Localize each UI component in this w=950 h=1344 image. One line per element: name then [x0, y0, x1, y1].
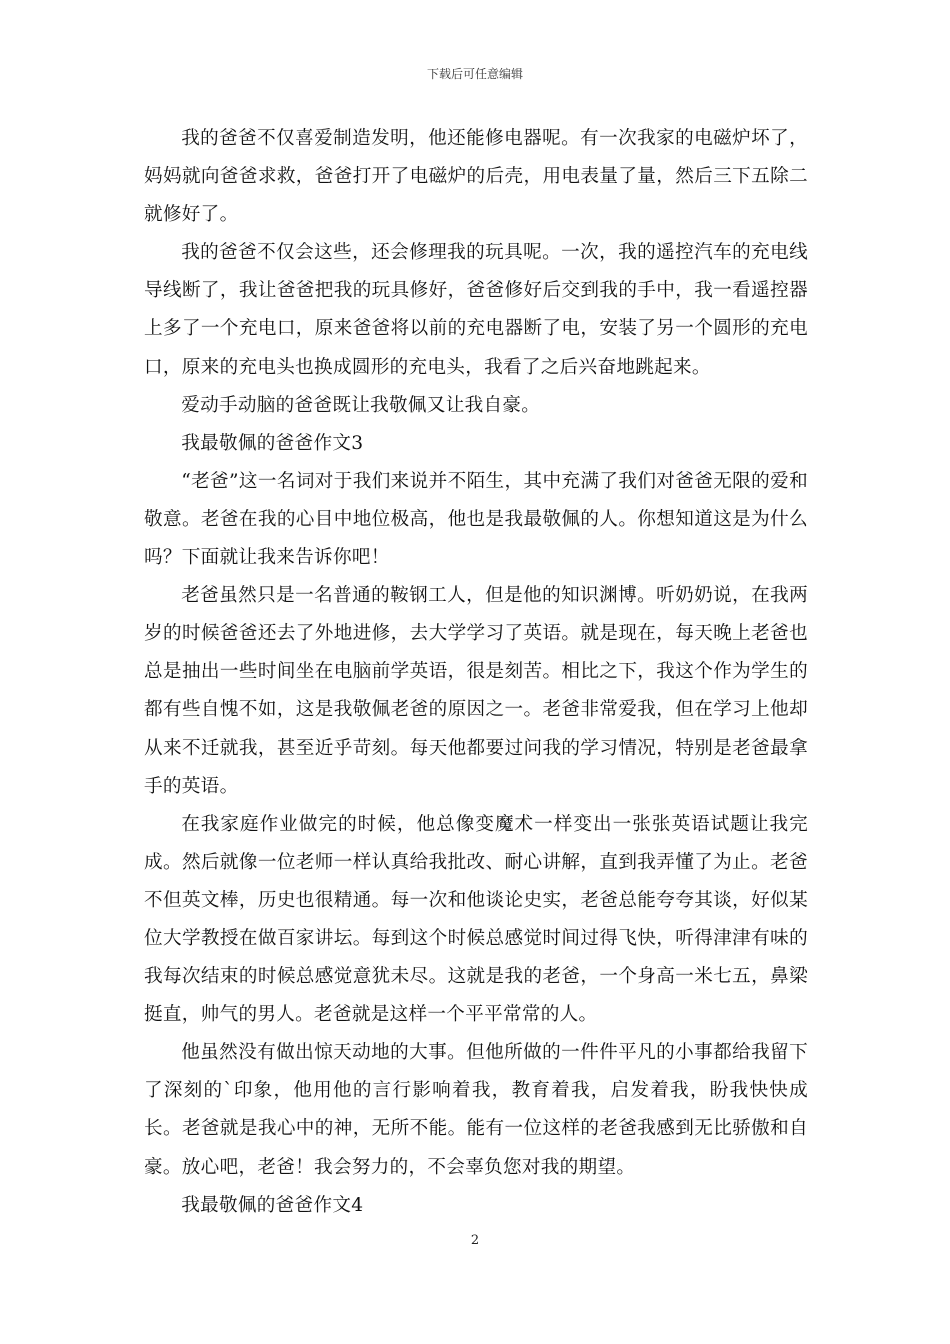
paragraph-5: 老爸虽然只是一名普通的鞍钢工人，但是他的知识渊博。听奶奶说，在我两岁的时候爸爸还去了外地进修，去大学学习了英语。就是现在，每天晚上老爸也总是抽出一些时间坐在电脑前学英语，很是刻苦。相比之下，我这个作为学生的都有些自愧不如，这是我敬佩老爸的原因之一。老爸非常爱我，但在学习上他却从来不迁就我，甚至近乎苛刻。每天他都要过问我的学习情况，特别是老爸最拿手的英语。: [144, 585, 808, 797]
essay-title-4: 我最敬佩的爸爸作文4: [181, 1194, 364, 1216]
paragraph-1: 我的爸爸不仅喜爱制造发明，他还能修电器呢。有一次我家的电磁炉坏了，妈妈就向爸爸求救，爸爸打开了电磁炉的后壳，用电表量了量，然后三下五除二就修好了。: [144, 128, 808, 226]
page-header-note: 下载后可任意编辑: [426, 67, 523, 81]
paragraph-2: 我的爸爸不仅会这些，还会修理我的玩具呢。一次，我的遥控汽车的充电线导线断了，我让爸爸把我的玩具修好，爸爸修好后交到我的手中，我一看遥控器上多了一个充电口，原来爸爸将以前的充电器断了电，安装了另一个圆形的充电口，原来的充电头也换成圆形的充电头，我看了之后兴奋地跳起来。: [144, 242, 808, 378]
document-body: [144, 120, 808, 1225]
page-number: 2: [470, 1233, 480, 1248]
paragraph-6: 在我家庭作业做完的时候，他总像变魔术一样变出一张张英语试题让我完成。然后就像一位老师一样认真给我批改、耐心讲解，直到我弄懂了为止。老爸不但英文棒，历史也很精通。每一次和他谈论史实，老爸总能夸夸其谈，好似某位大学教授在做百家讲坛。每到这个时候总感觉时间过得飞快，听得津津有味的我每次结束的时候总感觉意犹未尽。这就是我的老爸，一个身高一米七五，鼻梁挺直，帅气的男人。老爸就是这样一个平平常常的人。: [144, 813, 808, 1026]
paragraph-3: 爱动手动脑的爸爸既让我敬佩又让我自豪。: [181, 394, 541, 416]
paragraph-4: “老爸”这一名词对于我们来说并不陌生，其中充满了我们对爸爸无限的爱和敬意。老爸在我的心目中地位极高，他也是我最敬佩的人。你想知道这是为什么吗？下面就让我来告诉你吧！: [144, 470, 808, 569]
paragraph-7: 他虽然没有做出惊天动地的大事。但他所做的一件件平凡的小事都给我留下了深刻的`印象，他用他的言行影响着我，教育着我，启发着我，盼我快快成长。老爸就是我心中的神，无所不能。能有一位这样的老爸我感到无比骄傲和自豪。放心吧，老爸！我会努力的，不会辜负您对我的期望。: [144, 1042, 808, 1178]
essay-title-3: 我最敬佩的爸爸作文3: [181, 432, 364, 454]
